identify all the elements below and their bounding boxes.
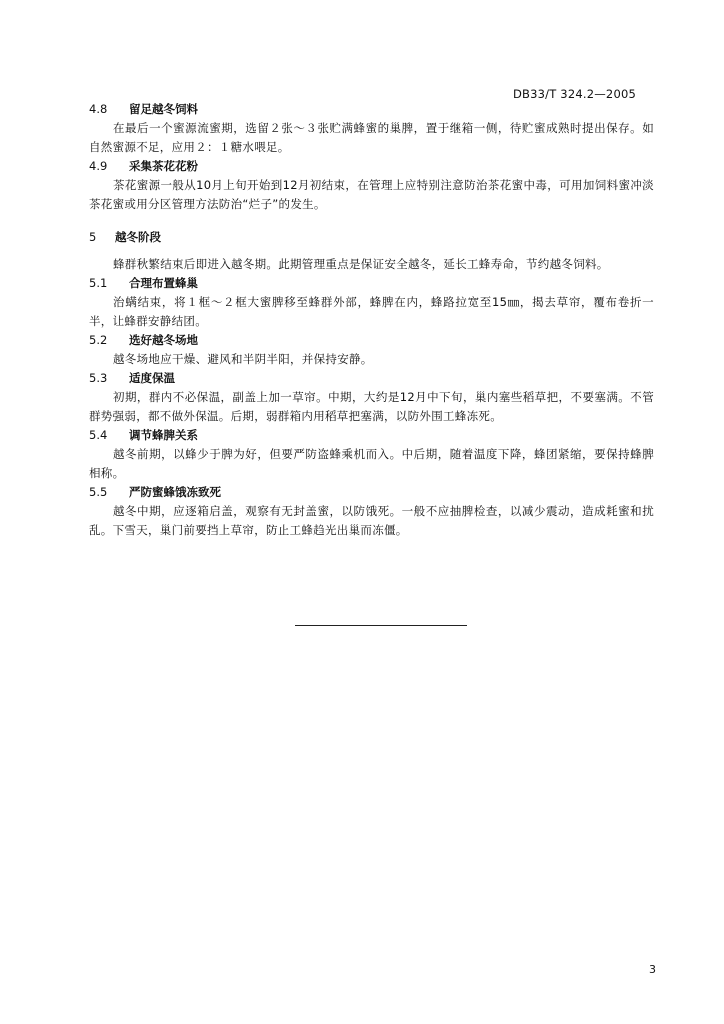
document-code: DB33/T 324.2—2005 [512,87,636,101]
section-heading [89,157,654,176]
section-title: 采集茶花花粉 [129,159,198,173]
page-number: 3 [649,963,656,976]
section-5-3 [89,369,654,426]
chapter-heading [89,228,654,247]
section-5-5 [89,483,654,540]
section-number: 5.4 [89,428,108,442]
section-5-2 [89,331,654,369]
section-number: 4.8 [89,102,108,116]
section-title: 调节蜂脾关系 [129,428,198,442]
section-number: 5.2 [89,333,108,347]
end-of-standard-rule [295,625,467,626]
section-number: 5.5 [89,485,108,499]
section-heading [89,274,654,293]
section-5-1 [89,274,654,331]
section-paragraph: 茶花蜜源一般从10月上旬开始到12月初结束，在管理上应特别注意防治茶花蜜中毒，可用加饲料蜜冲淡茶花蜜或用分区管理方法防治“烂子”的发生。 [89,178,654,211]
section-number: 4.9 [89,159,108,173]
section-heading [89,331,654,350]
section-paragraph: 越冬前期，以蜂少于脾为好，但要严防盗蜂乘机而入。中后期，随着温度下降，蜂团紧缩，要保持蜂脾相称。 [89,447,654,480]
section-paragraph: 越冬场地应干燥、避风和半阴半阳，并保持安静。 [113,352,373,366]
section-title: 选好越冬场地 [129,333,198,347]
section-paragraph: 治螨结束，将１框～２框大蜜脾移至蜂群外部，蜂脾在内，蜂路拉宽至15㎜，揭去草帘，覆布卷折一半，让蜂群安静结团。 [89,295,654,328]
section-title: 严防蜜蜂饿冻致死 [129,485,221,499]
chapter-5 [89,228,654,274]
section-heading [89,369,654,388]
chapter-intro: 蜂群秋繁结束后即进入越冬期。此期管理重点是保证安全越冬，延长工蜂寿命，节约越冬饲料。 [113,257,609,271]
section-heading [89,426,654,445]
section-heading [89,100,654,119]
section-paragraph: 在最后一个蜜源流蜜期，选留２张～３张贮满蜂蜜的巢脾，置于继箱一侧，待贮蜜成熟时提出保存。如自然蜜源不足，应用２：１糖水喂足。 [89,121,654,154]
section-title: 合理布置蜂巢 [129,276,198,290]
section-heading [89,483,654,502]
section-paragraph: 初期，群内不必保温，副盖上加一草帘。中期，大约是12月中下旬，巢内塞些稻草把，不要塞满。不管群势强弱，都不做外保温。后期，弱群箱内用稻草把塞满，以防外围工蜂冻死。 [89,390,654,423]
section-title: 留足越冬饲料 [129,102,198,116]
chapter-title: 越冬阶段 [115,230,161,244]
section-paragraph: 越冬中期，应逐箱启盖，观察有无封盖蜜，以防饿死。一般不应抽脾检查，以减少震动，造成耗蜜和扰乱。下雪天，巢门前要挡上草帘，防止工蜂趋光出巢而冻僵。 [89,504,654,537]
document-body [89,100,654,540]
section-number: 5.1 [89,276,108,290]
section-4-9 [89,157,654,214]
section-number: 5.3 [89,371,108,385]
section-5-4 [89,426,654,483]
chapter-number: 5 [89,230,97,244]
section-4-8 [89,100,654,157]
section-title: 适度保温 [129,371,175,385]
